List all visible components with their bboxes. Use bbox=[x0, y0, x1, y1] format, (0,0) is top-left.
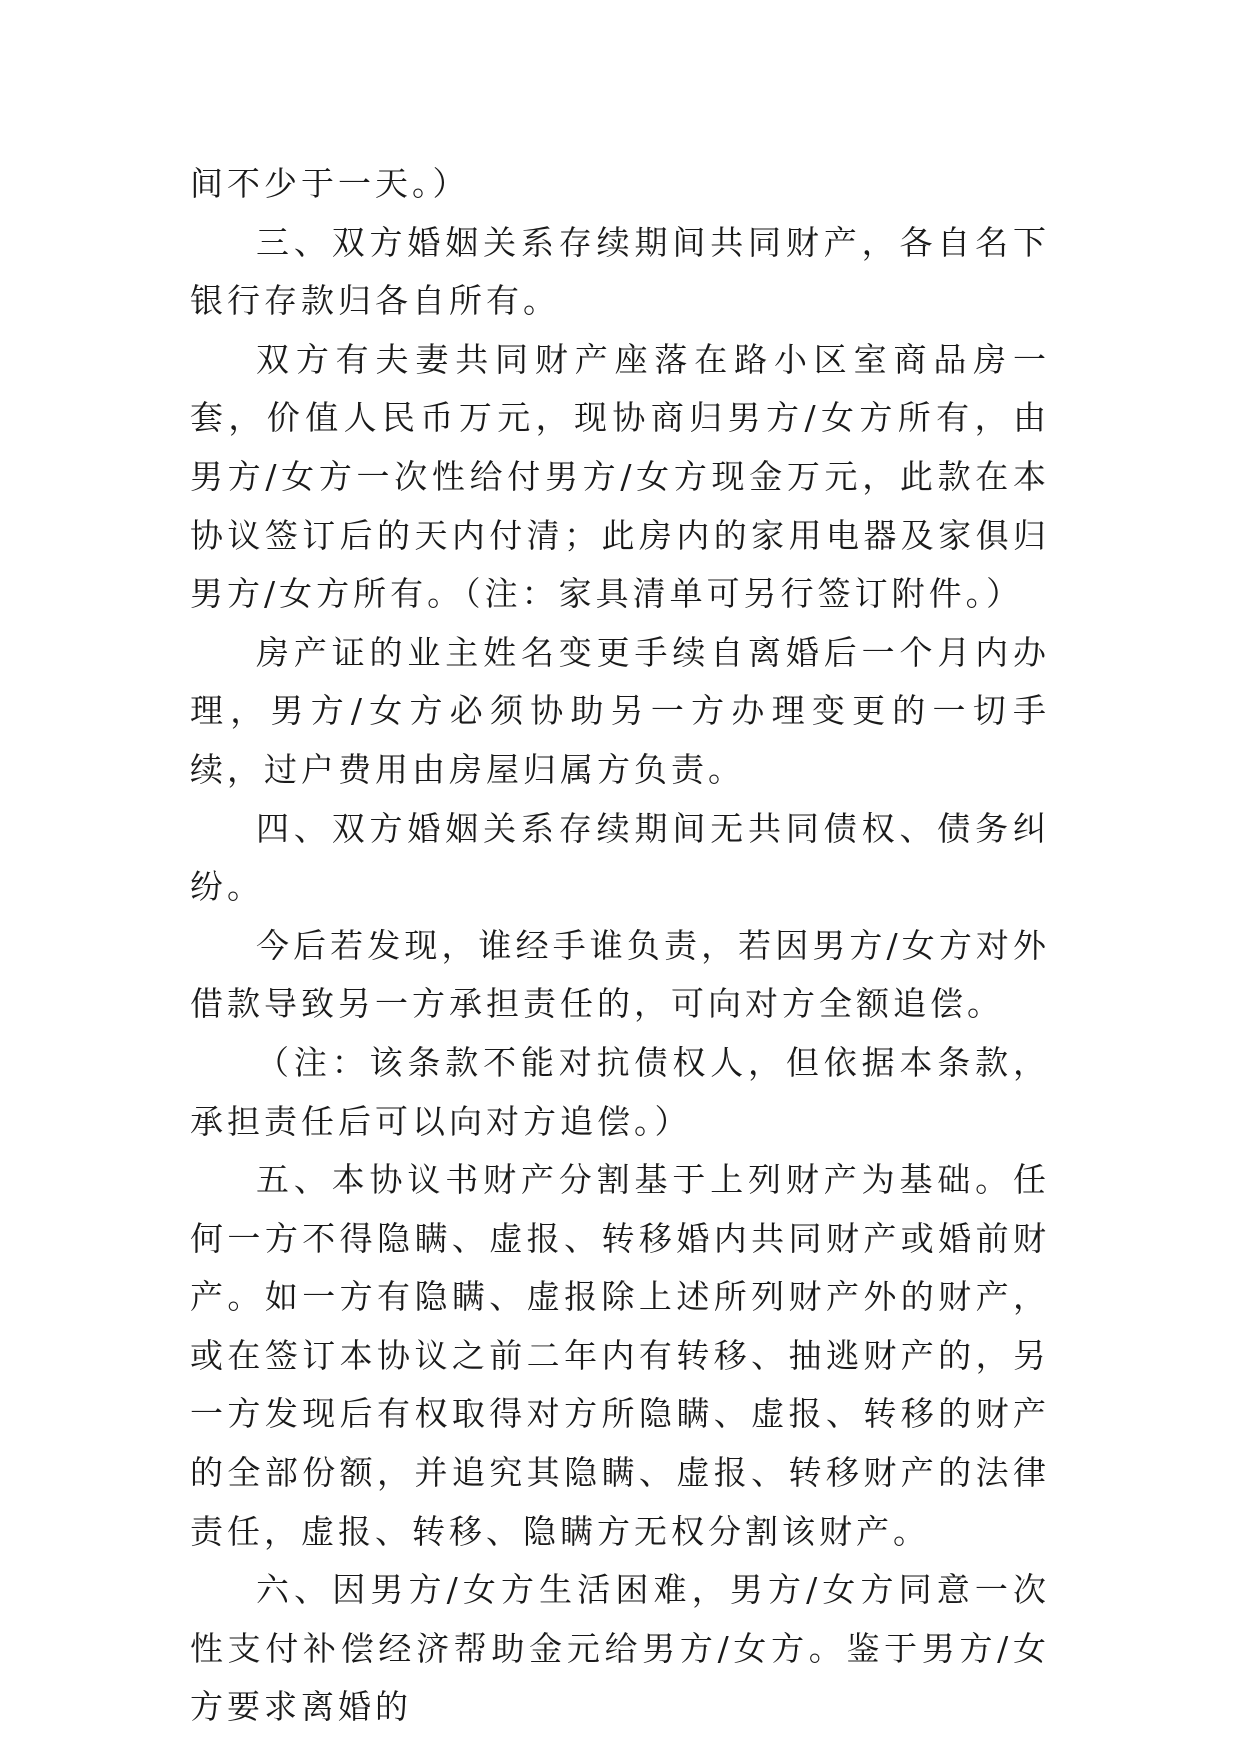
paragraph-debt-liability: 今后若发现，谁经手谁负责，若因男方/女方对外借款导致另一方承担责任的，可向对方全额追偿。 bbox=[190, 925, 1050, 1024]
paragraph-clause-5: 五、本协议书财产分割基于上列财产为基础。任何一方不得隐瞒、虚报、转移婚内共同财产或婚前财产。如一方有隐瞒、虚报除上述所列财产外的财产，或在签订本协议之前二年内有转移、抽逃财产的，另一方发现后有权取得对方所隐瞒、虚报、转移的财产的全部份额，并追究其隐瞒、虚报、转移财产的法律责任，虚报、转移、隐瞒方无权分割该财产。 bbox=[190, 1160, 1050, 1551]
paragraph-house-property: 双方有夫妻共同财产座落在路小区室商品房一套，价值人民币万元，现协商归男方/女方所有，由男方/女方一次性给付男方/女方现金万元，此款在本协议签订后的天内付清；此房内的家用电器及家俱归男方/女方所有。（注：家具清单可另行签订附件。） bbox=[190, 339, 1050, 614]
document-body bbox=[190, 155, 1050, 1737]
paragraph-clause-6: 六、因男方/女方生活困难，男方/女方同意一次性支付补偿经济帮助金元给男方/女方。鉴于男方/女方要求离婚的 bbox=[190, 1570, 1050, 1727]
paragraph-note: （注：该条款不能对抗债权人，但依据本条款，承担责任后可以向对方追偿。） bbox=[190, 1042, 1050, 1141]
paragraph-title-transfer: 房产证的业主姓名变更手续自离婚后一个月内办理，男方/女方必须协助另一方办理变更的一切手续，过户费用由房屋归属方负责。 bbox=[190, 632, 1050, 789]
paragraph-continuation: 间不少于一天。） bbox=[190, 164, 470, 203]
paragraph-clause-3: 三、双方婚姻关系存续期间共同财产，各自名下银行存款归各自所有。 bbox=[190, 222, 1050, 321]
paragraph-clause-4: 四、双方婚姻关系存续期间无共同债权、债务纠纷。 bbox=[190, 808, 1050, 907]
